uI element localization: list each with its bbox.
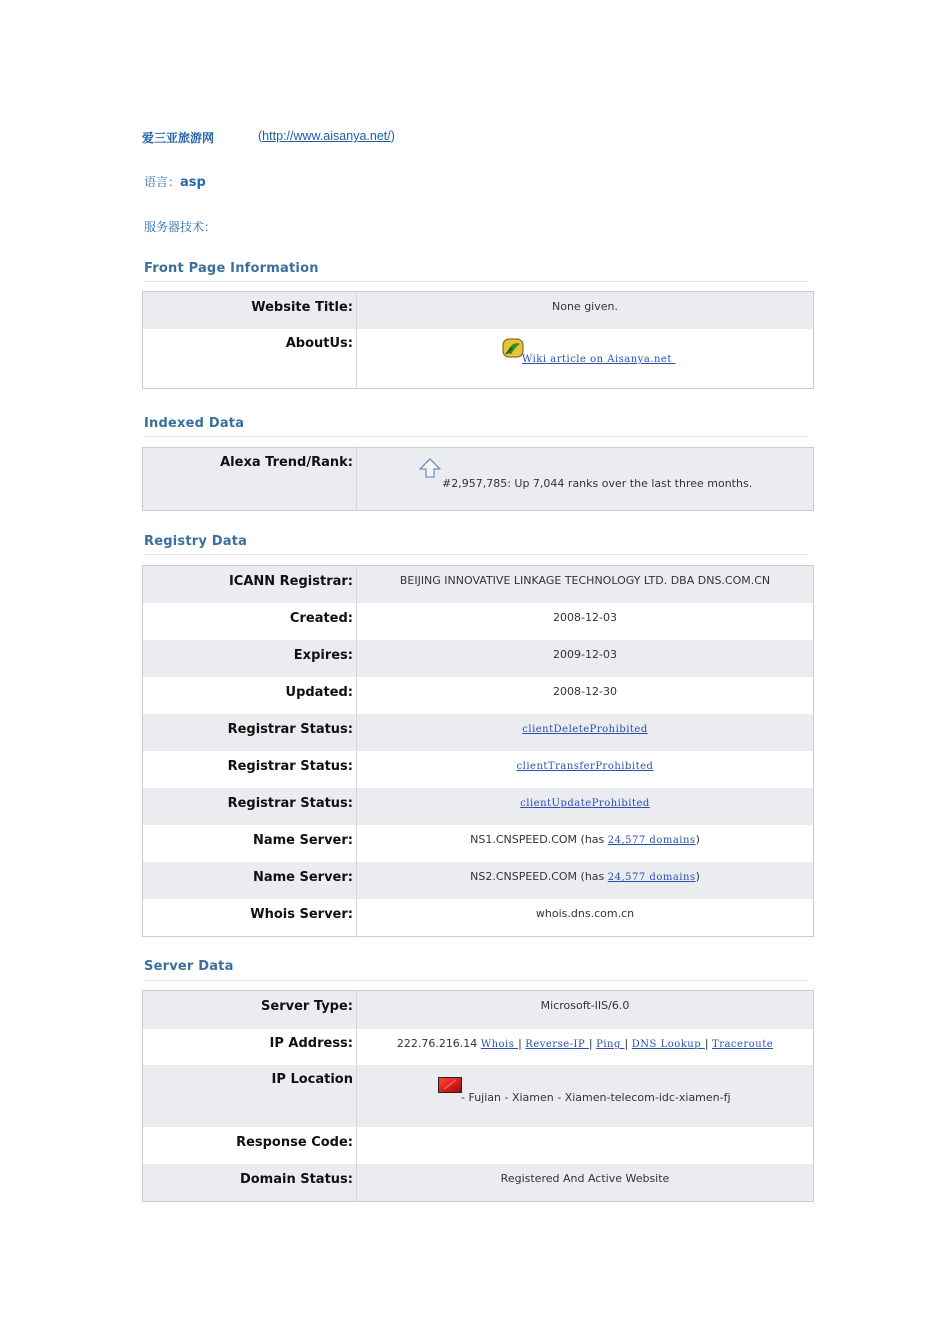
section-title-front-page: Front Page Information [144, 261, 319, 276]
table-row [143, 788, 814, 825]
table-row [143, 640, 814, 677]
row-label: Website Title: [143, 292, 357, 330]
server-table [142, 990, 814, 1202]
server-tech-label: 服务器技术： [144, 220, 217, 234]
language-value: asp [180, 175, 206, 190]
nameserver-cell [357, 825, 814, 862]
row-label: Expires: [143, 640, 357, 677]
row-label: Name Server: [143, 862, 357, 899]
row-value: BEIJING INNOVATIVE LINKAGE TECHNOLOGY LTD. DBA DNS.COM.CN [357, 566, 814, 604]
table-row [143, 677, 814, 714]
row-value: Registered And Active Website [357, 1164, 814, 1202]
status-link-delete[interactable]: clientDeleteProhibited [522, 724, 648, 735]
section-divider [144, 980, 808, 981]
table-row [143, 603, 814, 640]
ns-prefix: NS2.CNSPEED.COM (has [470, 870, 608, 883]
row-label: IP Location [143, 1065, 357, 1127]
ip-address: 222.76.216.14 [396, 1037, 481, 1050]
table-row [143, 566, 814, 604]
row-label: Registrar Status: [143, 714, 357, 751]
ping-link[interactable]: Ping [596, 1039, 625, 1050]
section-title-server: Server Data [144, 959, 234, 974]
row-label: Whois Server: [143, 899, 357, 937]
front-page-table [142, 291, 814, 389]
row-value: 2009-12-03 [357, 640, 814, 677]
table-row [143, 292, 814, 330]
row-value [357, 1127, 814, 1164]
ns-prefix: NS1.CNSPEED.COM (has [470, 833, 608, 846]
status-link-transfer[interactable]: clientTransferProhibited [516, 761, 654, 772]
table-row [143, 448, 814, 511]
table-row [143, 329, 814, 389]
ns-suffix: ) [695, 870, 700, 883]
table-row [143, 714, 814, 751]
site-url-link[interactable]: http://www.aisanya.net/ [262, 129, 391, 143]
row-label: AboutUs: [143, 329, 357, 389]
row-value: 2008-12-30 [357, 677, 814, 714]
reverse-ip-link[interactable]: Reverse-IP [525, 1039, 589, 1050]
url-close-paren: ) [390, 129, 395, 143]
status-cell [357, 714, 814, 751]
section-divider [144, 436, 808, 437]
up-arrow-icon [418, 457, 442, 479]
ns1-domains-link[interactable]: 24,577 domains [607, 835, 696, 846]
row-value: whois.dns.com.cn [357, 899, 814, 937]
language-label: 语言： [144, 175, 181, 189]
row-label: Response Code: [143, 1127, 357, 1164]
status-cell [357, 788, 814, 825]
table-row [143, 1164, 814, 1202]
link-separator: | [518, 1037, 522, 1050]
section-divider [144, 281, 808, 282]
table-row [143, 862, 814, 899]
traceroute-link[interactable]: Traceroute [712, 1039, 774, 1050]
link-separator: | [704, 1037, 709, 1050]
link-separator: | [624, 1037, 629, 1050]
link-separator: | [588, 1037, 593, 1050]
ip-cell [357, 1029, 814, 1065]
row-label: IP Address: [143, 1029, 357, 1065]
status-cell [357, 751, 814, 788]
nameserver-cell [357, 862, 814, 899]
dns-lookup-link[interactable]: DNS Lookup [631, 1039, 705, 1050]
row-label: Updated: [143, 677, 357, 714]
status-link-update[interactable]: clientUpdateProhibited [520, 798, 650, 809]
china-flag-icon [438, 1077, 462, 1093]
site-header [142, 129, 395, 146]
table-row [143, 1127, 814, 1164]
ns2-domains-link[interactable]: 24,577 domains [607, 872, 696, 883]
section-title-registry: Registry Data [144, 534, 248, 549]
section-title-indexed: Indexed Data [144, 416, 245, 431]
row-label: Created: [143, 603, 357, 640]
row-label: Server Type: [143, 991, 357, 1030]
row-label: Domain Status: [143, 1164, 357, 1202]
alexa-block [357, 457, 813, 503]
row-label: ICANN Registrar: [143, 566, 357, 604]
registry-table [142, 565, 814, 937]
server-tech-line [144, 218, 216, 235]
aboutus-block [502, 338, 813, 378]
whois-link[interactable]: Whois [480, 1039, 519, 1050]
ns-suffix: ) [695, 833, 700, 846]
alexa-cell [357, 448, 814, 511]
url-open-paren: ( [258, 129, 263, 143]
site-name: 爱三亚旅游网 [142, 131, 215, 145]
ip-location-cell [357, 1065, 814, 1127]
alexa-rank-text: #2,957,785: Up 7,044 ranks over the last three months. [442, 477, 753, 490]
row-label: Registrar Status: [143, 788, 357, 825]
table-row [143, 751, 814, 788]
row-value: Microsoft-IIS/6.0 [357, 991, 814, 1030]
ip-location-text: - Fujian - Xiamen - Xiamen-telecom-idc-xiamen-fj [461, 1091, 731, 1104]
section-divider [144, 554, 808, 555]
table-row [143, 1029, 814, 1065]
indexed-table [142, 447, 814, 511]
table-row [143, 1065, 814, 1127]
table-row [143, 825, 814, 862]
table-row [143, 991, 814, 1030]
row-label: Name Server: [143, 825, 357, 862]
aboutus-logo-icon [502, 338, 524, 358]
site-url-wrap [258, 129, 395, 143]
aboutus-cell [357, 329, 814, 389]
row-label: Registrar Status: [143, 751, 357, 788]
ip-location-block [357, 1077, 813, 1117]
table-row [143, 899, 814, 937]
row-label: Alexa Trend/Rank: [143, 448, 357, 511]
language-line [144, 173, 206, 190]
row-value: None given. [357, 292, 814, 330]
aboutus-wiki-link[interactable]: Wiki article on Aisanya.net [522, 354, 676, 365]
row-value: 2008-12-03 [357, 603, 814, 640]
